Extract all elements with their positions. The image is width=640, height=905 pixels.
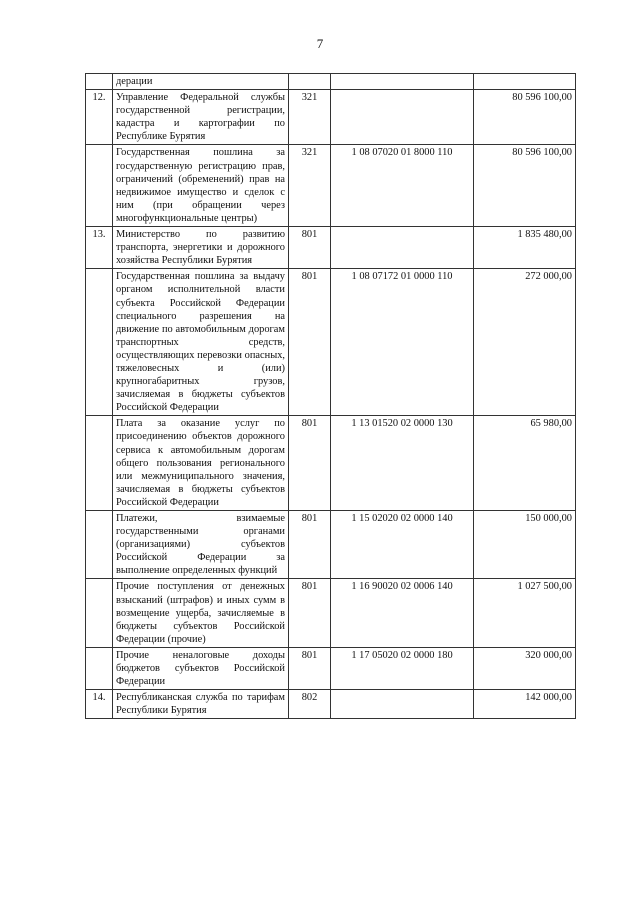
row-admin-code: 801 bbox=[289, 511, 331, 579]
row-number bbox=[86, 145, 113, 227]
row-number bbox=[86, 579, 113, 647]
table-row bbox=[86, 690, 576, 719]
row-number bbox=[86, 647, 113, 689]
row-amount: 150 000,00 bbox=[474, 511, 576, 579]
row-name: Платежи, взимаемые государственными органами (организациями) субъектов Российской Федерации за выполнение определенных функций bbox=[113, 511, 289, 579]
row-amount: 65 980,00 bbox=[474, 416, 576, 511]
row-admin-code: 801 bbox=[289, 579, 331, 647]
table-row bbox=[86, 511, 576, 579]
row-amount: 142 000,00 bbox=[474, 690, 576, 719]
table-row bbox=[86, 90, 576, 145]
row-name: Министерство по развитию транспорта, энергетики и дорожного хозяйства Республики Бурятия bbox=[113, 227, 289, 269]
row-number: 13. bbox=[86, 227, 113, 269]
row-budget-code bbox=[331, 90, 474, 145]
row-amount: 80 596 100,00 bbox=[474, 145, 576, 227]
row-name: Республиканская служба по тарифам Республики Бурятия bbox=[113, 690, 289, 719]
row-name: Прочие неналоговые доходы бюджетов субъектов Российской Федерации bbox=[113, 647, 289, 689]
row-name: дерации bbox=[113, 74, 289, 90]
row-amount: 80 596 100,00 bbox=[474, 90, 576, 145]
row-name: Плата за оказание услуг по присоединению объектов дорожного сервиса к автомобильным дорогам общего пользования регионального или межмуниципального значения, зачисляемая в бюджеты субъектов Российской Федерации bbox=[113, 416, 289, 511]
row-budget-code bbox=[331, 227, 474, 269]
row-budget-code bbox=[331, 74, 474, 90]
row-name: Управление Федеральной службы государственной регистрации, кадастра и картографии по Республике Бурятия bbox=[113, 90, 289, 145]
revenue-table bbox=[85, 73, 576, 719]
table-row bbox=[86, 74, 576, 90]
row-admin-code: 802 bbox=[289, 690, 331, 719]
row-budget-code: 1 08 07020 01 8000 110 bbox=[331, 145, 474, 227]
table-row bbox=[86, 647, 576, 689]
row-name: Государственная пошлина за выдачу органом исполнительной власти субъекта Российской Федерации специального разрешения на движение по автомобильным дорогам транспортных средств, осуществляющих перевозки опасных, тяжеловесных и (или) крупногабаритных грузов, зачисляемая в бюджеты субъектов Российской Федерации bbox=[113, 269, 289, 416]
row-amount: 1 027 500,00 bbox=[474, 579, 576, 647]
row-budget-code bbox=[331, 690, 474, 719]
row-number bbox=[86, 269, 113, 416]
row-number: 14. bbox=[86, 690, 113, 719]
row-amount: 1 835 480,00 bbox=[474, 227, 576, 269]
table-row bbox=[86, 416, 576, 511]
row-admin-code bbox=[289, 74, 331, 90]
row-budget-code: 1 13 01520 02 0000 130 bbox=[331, 416, 474, 511]
row-budget-code: 1 16 90020 02 0006 140 bbox=[331, 579, 474, 647]
row-number bbox=[86, 74, 113, 90]
page-number: 7 bbox=[316, 36, 324, 51]
row-name: Прочие поступления от денежных взысканий (штрафов) и иных сумм в возмещение ущерба, зачисляемые в бюджеты субъектов Российской Федерации (прочие) bbox=[113, 579, 289, 647]
row-admin-code: 321 bbox=[289, 145, 331, 227]
row-amount: 320 000,00 bbox=[474, 647, 576, 689]
row-admin-code: 801 bbox=[289, 647, 331, 689]
row-number bbox=[86, 416, 113, 511]
table-row bbox=[86, 227, 576, 269]
row-admin-code: 801 bbox=[289, 227, 331, 269]
row-admin-code: 801 bbox=[289, 269, 331, 416]
row-number bbox=[86, 511, 113, 579]
row-amount: 272 000,00 bbox=[474, 269, 576, 416]
row-budget-code: 1 08 07172 01 0000 110 bbox=[331, 269, 474, 416]
row-budget-code: 1 17 05020 02 0000 180 bbox=[331, 647, 474, 689]
table-row bbox=[86, 269, 576, 416]
row-budget-code: 1 15 02020 02 0000 140 bbox=[331, 511, 474, 579]
row-admin-code: 801 bbox=[289, 416, 331, 511]
table-row bbox=[86, 579, 576, 647]
row-amount bbox=[474, 74, 576, 90]
row-name: Государственная пошлина за государственную регистрацию прав, ограничений (обременений) прав на недвижимое имущество и сделок с ним (при обращении через многофункциональные центры) bbox=[113, 145, 289, 227]
row-admin-code: 321 bbox=[289, 90, 331, 145]
table-row bbox=[86, 145, 576, 227]
row-number: 12. bbox=[86, 90, 113, 145]
